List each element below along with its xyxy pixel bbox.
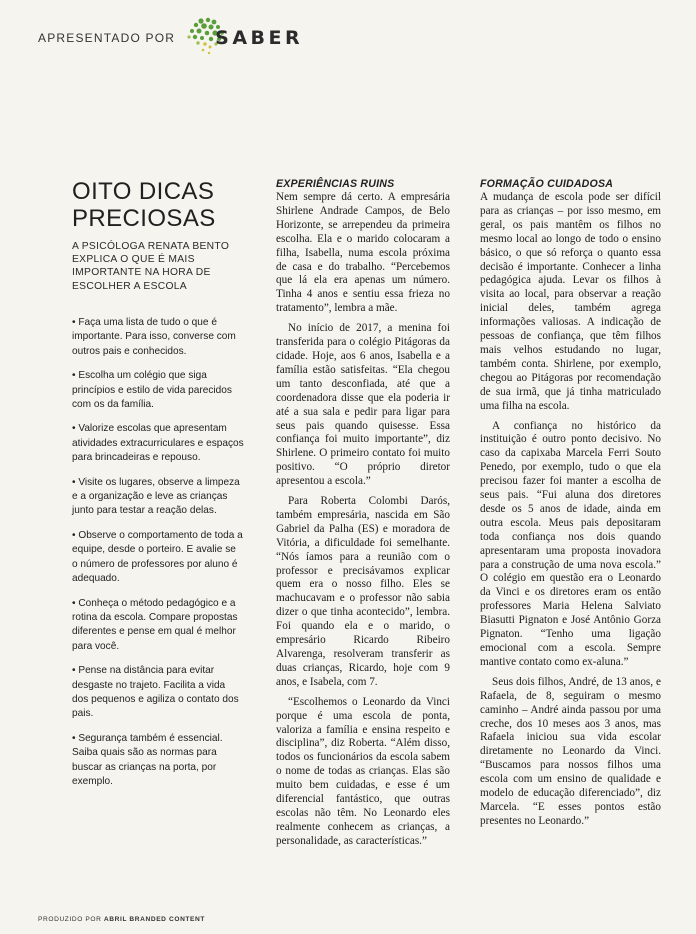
- produced-by-label: PRODUZIDO POR: [38, 916, 102, 923]
- section-heading: FORMAÇÃO CUIDADOSA: [480, 178, 614, 190]
- article-intro: [72, 178, 242, 293]
- paragraph: Para Roberta Colombi Darós, também empresária, nascida em São Gabriel da Palha (ES) e moradora de Vitória, a dificuldade foi semelhante. “Nós íamos para a reunião com o professor e precisávamos explicar quem era o nosso filho. Eles se machucavam e o professor não sabia dizer o que tinha acontecido”, lembra. Foi quando ela e o marido, o empresário Ricardo Ribeiro Alvarenga, resolveram transferir as duas crianças, Ricardo, hoje com 9 anos, e Isabela, com 7.: [276, 495, 450, 688]
- paragraph: A confiança no histórico da instituição é outro ponto decisivo. No caso da capixaba Marcela Ferri Souto Penedo, por exemplo, tudo o que ela precisou fazer foi manter a escolha de seus pais. “Fui aluna dos diretores desde os 5 anos de idade, ainda em outra escola. Meus pais depositaram toda confiança nos dois quando apresentaram uma proposta inovadora para a construção de uma nova escola.” O colégio em questão era o Leonardo da Vinci e os diretores eram os então professores Maria Helena Salviato Biasutti Pignaton e José Antônio Gorza Pignaton. “Tenho uma ligação emocional com a escola. Sempre mantive contato como ex-aluna.”: [480, 419, 661, 668]
- paragraph: “Escolhemos o Leonardo da Vinci porque é uma escola de ponta, valoriza a família e ensina respeito e disciplina”, diz Roberta. “Além disso, todos os funcionários da escola sabem o nome de todas as crianças. Elas são muito bem cuidadas, e esse é um diferencial fantástico, que outras escolas não têm. No Leonardo eles realmente conhecem as crianças, a personalidade, as características.”: [276, 695, 450, 847]
- paragraph: A mudança de escola pode ser difícil para as crianças – por isso mesmo, em geral, os pais mantêm os filhos no mesmo local ao longo de todo o ensino básico, o que só reforça o quanto essa decisão é importante. Conhecer a linha pedagógica ajuda. Levar os filhos à visita ao local, para observar a reação inicial deles, também agrega informações valiosas. A indicação de pessoas de confiança, que têm filhos mais velhos estudando no lugar, também conta. Shirlene, por exemplo, chegou ao Pitágoras por recomendação de sua irmã, que já tinha matriculado uma filha na escola.: [480, 191, 661, 412]
- saber-logo: [183, 16, 303, 60]
- list-item: • Escolha um colégio que siga princípios e estilo de vida parecidos com os da família.: [72, 370, 232, 411]
- article-title: [72, 178, 242, 232]
- page-header: [38, 18, 303, 58]
- page-footer: [38, 916, 205, 923]
- tips-list: [72, 316, 244, 799]
- list-item: • Segurança também é essencial. Saiba quais são as normas para buscar as crianças na porta, por exemplo.: [72, 732, 223, 787]
- list-item: • Visite os lugares, observe a limpeza e a organização e leve as crianças junto para testar a reação delas.: [72, 476, 240, 517]
- paragraph: No início de 2017, a menina foi transferida para o colégio Pitágoras da cidade. Hoje, aos 6 anos, Isabella e a família estão satisfeitas. “Ela chegou um tanto desconfiada, até que a coordenadora disse que ela poderia ir até a sua sala e pedir para ligar para seus pais quando quisesse. Essa confiança foi muito importante”, diz Shirlene. O primeiro contato foi muito positivo. “O próprio diretor apresentou a escola.”: [276, 322, 450, 488]
- article-column-2: [276, 178, 450, 849]
- list-item: • Observe o comportamento de toda a equipe, desde o porteiro. E avalie se o número de professores por aluno é adequado.: [72, 529, 243, 585]
- paragraph: Nem sempre dá certo. A empresária Shirlene Andrade Campos, de Belo Horizonte, se arrependeu da primeira escolha. Ela e o marido colocaram a filha, Isabella, numa escola próxima de casa e do trabalho. “Percebemos que lá ela era apenas um número. Tinha 4 anos e sentiu essa frieza no tratamento”, lembra a mãe.: [276, 191, 450, 315]
- section-heading: EXPERIÊNCIAS RUINS: [276, 178, 395, 190]
- presented-by-label: APRESENTADO POR: [38, 31, 176, 45]
- producer-name: ABRIL BRANDED CONTENT: [103, 916, 206, 923]
- list-item: • Valorize escolas que apresentam atividades extracurriculares e espaços para brincadeiras e repouso.: [72, 423, 244, 464]
- list-item: • Conheça o método pedagógico e a rotina da escola. Compare propostas diferentes e pense em qual é melhor para você.: [72, 597, 238, 652]
- paragraph: Seus dois filhos, André, de 13 anos, e Rafaela, de 8, seguiram o mesmo caminho – André ainda passou por uma creche, dos 10 meses aos 3 anos, mas Rafaela iniciou sua vida escolar diretamente no Leonardo da Vinci. “Buscamos para nossos filhos uma escola com um ensino de qualidade e modelo de educação diferenciado”, diz Marcela. “E esses pontos estão presentes no Leonardo.”: [480, 675, 661, 827]
- list-item: • Pense na distância para evitar desgaste no trajeto. Facilita a vida dos pequenos e agiliza o contato dos pais.: [72, 665, 239, 720]
- article-subtitle: A PSICÓLOGA RENATA BENTO EXPLICA O QUE É MAIS IMPORTANTE NA HORA DE ESCOLHER A ESCOLA: [72, 241, 230, 292]
- list-item: • Faça uma lista de tudo o que é importante. Para isso, converse com outros pais e conhecidos.: [72, 317, 236, 357]
- title-line-1: OITO DICAS: [72, 178, 215, 205]
- brand-name: SABER: [215, 27, 304, 49]
- article-column-3: [480, 178, 661, 829]
- title-line-2: PRECIOSAS: [72, 205, 216, 232]
